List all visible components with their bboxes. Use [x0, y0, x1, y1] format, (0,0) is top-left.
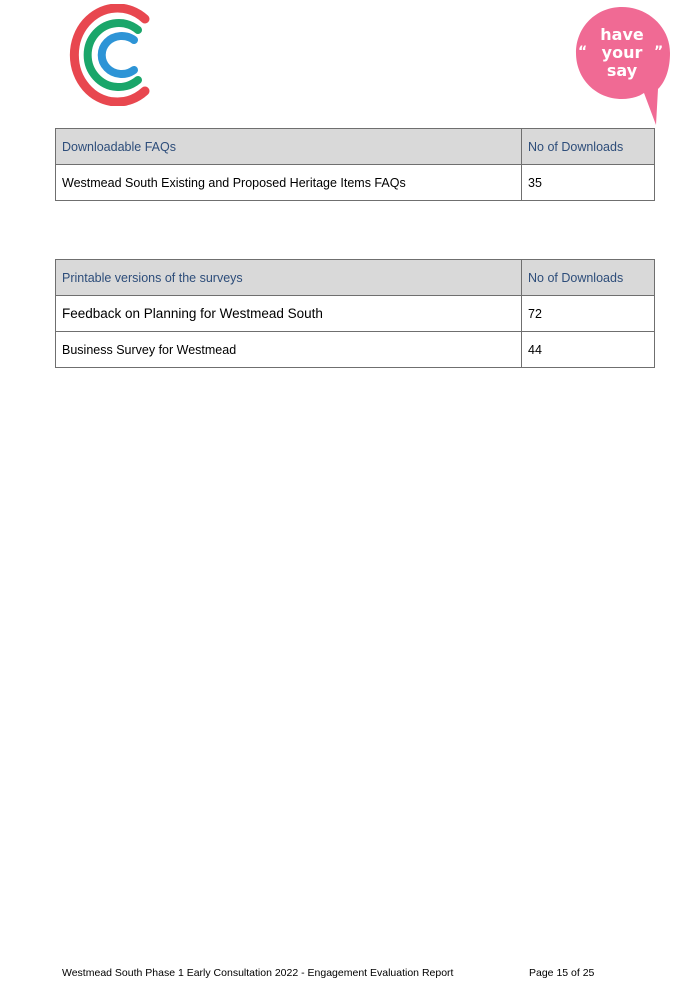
surveys-downloads-table: [55, 259, 655, 368]
logo-line-your: your: [601, 43, 643, 62]
logo-line-have: have: [600, 25, 644, 44]
table-row: [56, 296, 655, 332]
table-row: [56, 165, 655, 201]
table-header-row: [56, 260, 655, 296]
svg-text:“: “: [578, 44, 588, 60]
footer-report-title: Westmead South Phase 1 Early Consultation 2022 - Engagement Evaluation Report: [62, 967, 454, 979]
survey-name-cell: Business Survey for Westmead: [56, 332, 522, 368]
faqs-downloads-table: [55, 128, 655, 201]
column-header-downloads: No of Downloads: [522, 129, 655, 165]
column-header-downloads: No of Downloads: [522, 260, 655, 296]
table-header-row: [56, 129, 655, 165]
download-count-cell: 44: [522, 332, 655, 368]
faq-name-cell: Westmead South Existing and Proposed Heritage Items FAQs: [56, 165, 522, 201]
download-count-cell: 72: [522, 296, 655, 332]
city-logo-icon: [66, 4, 158, 106]
column-header-surveys: Printable versions of the surveys: [56, 260, 522, 296]
table-row: [56, 332, 655, 368]
svg-text:”: ”: [654, 44, 664, 60]
download-count-cell: 35: [522, 165, 655, 201]
logo-line-say: say: [606, 61, 638, 80]
survey-name-cell: Feedback on Planning for Westmead South: [56, 296, 522, 332]
footer-page-number: Page 15 of 25: [529, 967, 595, 979]
have-your-say-logo-icon: [574, 5, 674, 127]
column-header-faqs: Downloadable FAQs: [56, 129, 522, 165]
